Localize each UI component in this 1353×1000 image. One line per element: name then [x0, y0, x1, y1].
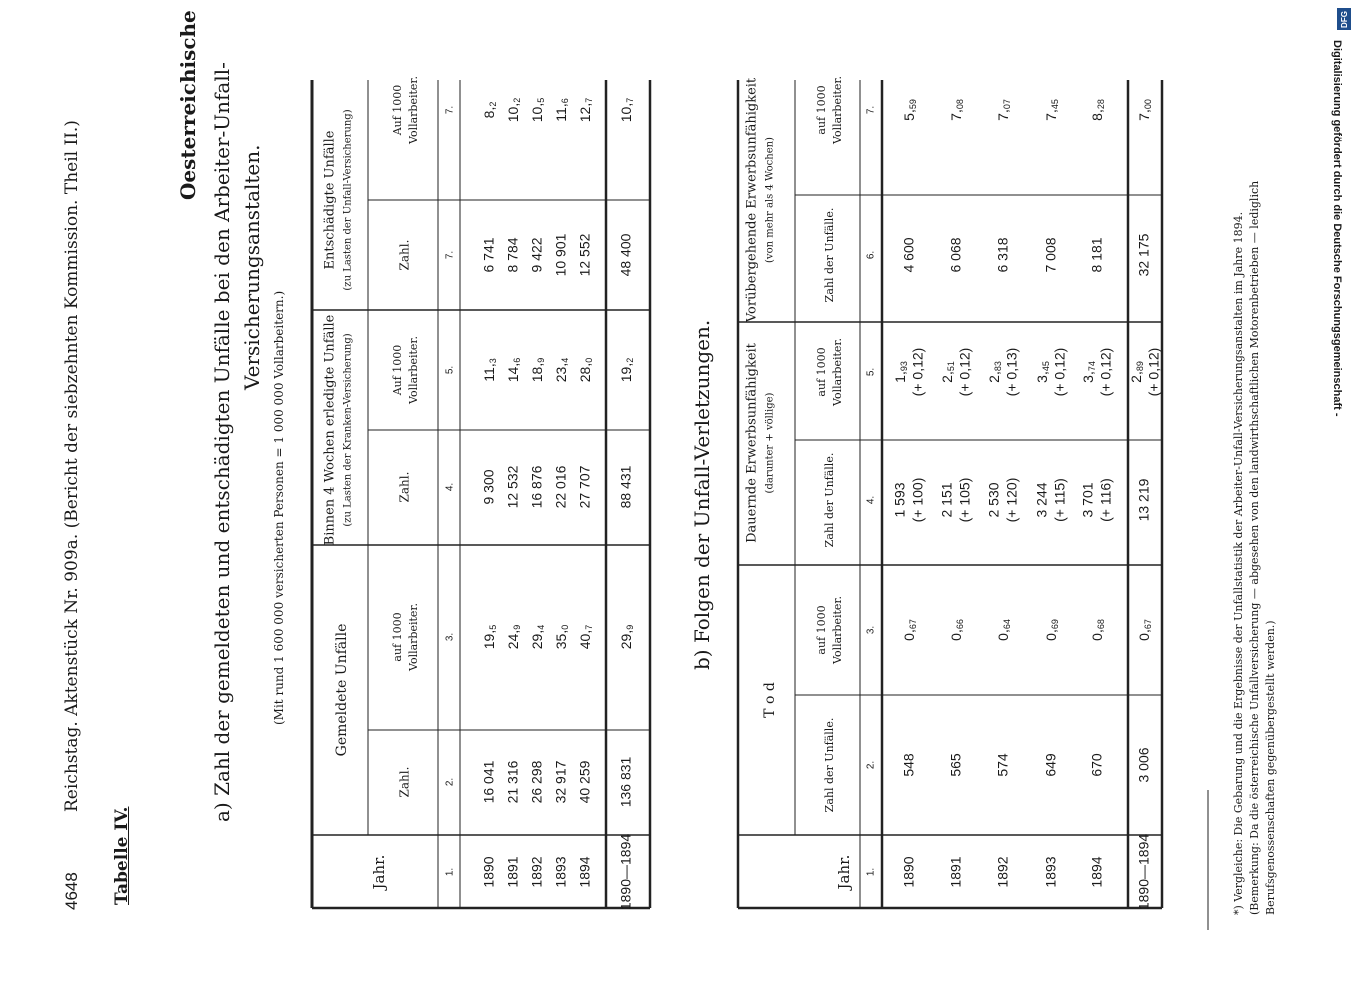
a-binnen-per1000: $11,_3$ [480, 358, 499, 382]
b-col-number: 3. [865, 625, 877, 635]
b-dauernd-voellig: (+ 115) [1051, 478, 1068, 522]
a-entschaedigt-zahl: 6 741 [480, 237, 497, 273]
a-h-vollarbeiter: Vollarbeiter. [407, 603, 420, 671]
b-col-number: 5. [865, 367, 877, 377]
b-dauernd-per1000: $2,_{51}$ [938, 361, 957, 383]
b-col-number: 2. [865, 760, 877, 770]
a-h-vollarbeiter: Vollarbeiter. [407, 336, 420, 404]
footnote-line3: Berufsgenossenschaften gegenübergestellt werden.) [1264, 620, 1277, 915]
a-group-entschaedigt-1: Entschädigte Unfälle [322, 130, 338, 270]
footnote-line1: *) Vergleiche: Die Gebarung und die Ergebnisse der Unfallstatistik der Arbeiter-Unfall-Versicherungsanstalten im Jahre 1894. [1232, 211, 1245, 915]
a-gemeldet-zahl: 16 041 [480, 760, 497, 804]
b-h-auf1000: auf 1000 [815, 85, 828, 135]
a-gemeldet-per1000: $40,_7$ [576, 624, 595, 650]
b-total-c5b: (+ 0,12) [1145, 347, 1162, 397]
b-h-zahl: Zahl der Unfälle. [823, 452, 836, 548]
a-total-c7: $10,_7$ [617, 97, 636, 123]
publication-header: Reichstag. Aktenstück Nr. 909a. (Bericht der siebzehnten Kommission. Theil II.) [62, 120, 82, 812]
b-year: 1894 [1088, 856, 1105, 888]
a-entschaedigt-zahl: 10 901 [552, 233, 569, 277]
footnote-line2: (Bemerkung: Da die österreichische Unfallversicherung — abgesehen von den landwirthschaftlichen Motorenbetrieben — lediglich [1248, 180, 1261, 915]
b-total-c5a: $2,_{89}$ [1127, 361, 1146, 383]
b-h-auf1000: auf 1000 [815, 605, 828, 655]
b-col-number: 4. [865, 495, 877, 505]
a-entschaedigt-per1000: $8,_2$ [480, 101, 499, 119]
table-label: Tabelle IV. [112, 806, 132, 905]
a-group-binnen-1: Binnen 4 Wochen erledigte Unfälle [322, 314, 338, 546]
b-voruebergehend-zahl: 6 068 [947, 237, 964, 273]
dfg-logo: DFG [1337, 8, 1351, 30]
b-group-tod: T o d [762, 682, 778, 718]
b-group-dauernd-1: Dauernde Erwerbsunfähigkeit [744, 343, 760, 543]
b-dauernd-zahl: 2 151 [938, 482, 955, 518]
b-total-c3: $0,_{67}$ [1135, 619, 1154, 641]
b-dauernd-voellig-per1000: (+ 0,12) [909, 347, 926, 397]
a-col-number: 7. [444, 105, 456, 115]
b-dauernd-voellig-per1000: (+ 0,12) [956, 347, 973, 397]
b-tod-zahl: 574 [994, 753, 1011, 777]
b-dauernd-voellig: (+ 100) [909, 477, 926, 523]
a-group-entschaedigt-2: (zu Lasten der Unfall-Versicherung) [342, 109, 354, 291]
b-h-zahl: Zahl der Unfälle. [823, 207, 836, 303]
b-total-year: 1890—1894 [1135, 833, 1152, 911]
b-tod-zahl: 548 [900, 753, 917, 777]
b-dauernd-voellig-per1000: (+ 0,12) [1051, 347, 1068, 397]
a-binnen-zahl: 16 876 [528, 465, 545, 509]
a-entschaedigt-per1000: $10,_5$ [528, 97, 547, 123]
part-b-title: b) Folgen der Unfall-Verletzungen. [690, 319, 714, 670]
b-dauernd-per1000: $2,_{83}$ [985, 361, 1004, 383]
a-col-number: 1. [444, 867, 456, 877]
b-tod-zahl: 565 [947, 753, 964, 777]
a-col-number: 5. [444, 365, 456, 375]
b-voruebergehend-zahl: 7 008 [1042, 237, 1059, 273]
b-col-number: 1. [865, 867, 877, 877]
b-col-number: 7. [865, 105, 877, 115]
b-tod-per1000: $0,_{64}$ [994, 619, 1013, 641]
digitization-note: Digitalisierung gefördert durch die Deutsche Forschungsgemeinschaft - [1331, 40, 1343, 417]
section-label: Oesterreichische [176, 10, 200, 200]
b-voruebergehend-per1000: $8,_{28}$ [1088, 99, 1107, 121]
a-h-zahl: Zahl. [397, 766, 412, 798]
b-voruebergehend-zahl: 6 318 [994, 237, 1011, 273]
a-binnen-per1000: $14,_6$ [504, 357, 523, 383]
b-group-dauernd-2: (darunter + völlige) [764, 392, 776, 494]
b-year: 1892 [994, 856, 1011, 888]
b-dauernd-voellig: (+ 116) [1097, 478, 1114, 522]
b-voruebergehend-per1000: $7,_{07}$ [994, 99, 1013, 121]
b-dauernd-per1000: $1,_{93}$ [891, 361, 910, 383]
b-year: 1891 [947, 856, 964, 888]
a-year: 1892 [528, 856, 545, 888]
b-h-vollarbeiter: Vollarbeiter. [831, 596, 844, 664]
b-year: 1890 [900, 856, 917, 888]
b-dauernd-per1000: $3,_{45}$ [1033, 361, 1052, 383]
b-voruebergehend-per1000: $5,_{59}$ [900, 99, 919, 121]
part-a-subtitle: (Mit rund 1 600 000 versicherten Personen = 1 000 000 Vollarbeitern.) [272, 290, 286, 725]
a-h-auf1000: Auf 1000 [391, 344, 404, 396]
a-group-gemeldet: Gemeldete Unfälle [334, 623, 350, 757]
part-a-title-line2: Versicherungsanstalten. [240, 144, 264, 390]
b-tod-per1000: $0,_{66}$ [947, 619, 966, 641]
b-dauernd-voellig: (+ 105) [956, 477, 973, 523]
b-total-c4: 13 219 [1135, 478, 1152, 522]
a-entschaedigt-zahl: 12 552 [576, 233, 593, 277]
b-voruebergehend-zahl: 4 600 [900, 237, 917, 273]
a-gemeldet-per1000: $24,_9$ [504, 624, 523, 650]
a-entschaedigt-zahl: 8 784 [504, 237, 521, 273]
a-gemeldet-zahl: 26 298 [528, 760, 545, 804]
b-col-number: 6. [865, 250, 877, 260]
a-entschaedigt-zahl: 9 422 [528, 237, 545, 273]
a-binnen-zahl: 22 016 [552, 465, 569, 509]
a-binnen-per1000: $23,_4$ [552, 357, 571, 383]
b-dauernd-zahl: 3 701 [1079, 482, 1096, 518]
b-group-voruebergehend-1: Vorübergehende Erwerbsunfähigkeit [744, 77, 760, 323]
a-binnen-per1000: $28,_0$ [576, 357, 595, 383]
a-group-binnen-2: (zu Lasten der Kranken-Versicherung) [342, 333, 354, 527]
a-h-vollarbeiter: Vollarbeiter. [407, 76, 420, 144]
b-h-vollarbeiter: Vollarbeiter. [831, 338, 844, 406]
a-binnen-zahl: 12 532 [504, 465, 521, 509]
a-total-c5: $19,_2$ [617, 357, 636, 383]
b-tod-per1000: $0,_{67}$ [900, 619, 919, 641]
a-col-number: 3. [444, 632, 456, 642]
a-h-zahl: Zahl. [397, 471, 412, 503]
b-total-c2: 3 006 [1135, 747, 1152, 783]
a-year: 1893 [552, 856, 569, 888]
page-number: 4648 [62, 872, 81, 910]
b-voruebergehend-per1000: $7,_{08}$ [947, 99, 966, 121]
a-total-c4: 88 431 [617, 465, 634, 509]
a-gemeldet-zahl: 32 917 [552, 760, 569, 804]
b-h-zahl: Zahl der Unfälle. [823, 717, 836, 813]
b-tod-zahl: 649 [1042, 753, 1059, 777]
a-gemeldet-zahl: 21 316 [504, 760, 521, 804]
a-gemeldet-per1000: $35,_0$ [552, 624, 571, 650]
a-binnen-per1000: $18,_9$ [528, 357, 547, 383]
a-binnen-zahl: 9 300 [480, 469, 497, 505]
a-binnen-zahl: 27 707 [576, 465, 593, 509]
a-entschaedigt-per1000: $12,_7$ [576, 97, 595, 123]
a-h-zahl: Zahl. [397, 239, 412, 271]
a-col-year: Jahr. [370, 854, 388, 890]
b-dauernd-voellig: (+ 120) [1003, 477, 1020, 523]
a-entschaedigt-per1000: $10,_2$ [504, 97, 523, 123]
b-total-c7: $7,_{00}$ [1135, 99, 1154, 121]
part-a-title-line1: a) Zahl der gemeldeten und entschädigten Unfälle bei den Arbeiter-Unfall- [210, 62, 234, 822]
b-h-vollarbeiter: Vollarbeiter. [831, 76, 844, 144]
b-voruebergehend-zahl: 8 181 [1088, 237, 1105, 273]
a-col-number: 4. [444, 482, 456, 492]
a-year: 1891 [504, 856, 521, 888]
b-group-voruebergehend-2: (von mehr als 4 Wochen) [764, 137, 776, 263]
a-total-c2: 136 831 [617, 756, 634, 808]
b-h-auf1000: auf 1000 [815, 347, 828, 397]
b-dauernd-voellig-per1000: (+ 0,12) [1097, 347, 1114, 397]
b-dauernd-voellig-per1000: (+ 0,13) [1003, 347, 1020, 397]
b-dauernd-per1000: $3,_{74}$ [1079, 361, 1098, 383]
b-col-year: Jahr. [835, 854, 853, 890]
b-tod-per1000: $0,_{69}$ [1042, 619, 1061, 641]
b-tod-zahl: 670 [1088, 753, 1105, 777]
b-year: 1893 [1042, 856, 1059, 888]
b-total-c6: 32 175 [1135, 233, 1152, 277]
a-h-auf1000: auf 1000 [391, 612, 404, 662]
a-total-c6: 48 400 [617, 233, 634, 277]
a-col-number: 2. [444, 777, 456, 787]
b-tod-per1000: $0,_{68}$ [1088, 619, 1107, 641]
b-dauernd-zahl: 3 244 [1033, 482, 1050, 518]
a-total-c3: $29,_9$ [617, 624, 636, 650]
a-gemeldet-per1000: $29,_4$ [528, 624, 547, 650]
a-h-auf1000: Auf 1000 [391, 84, 404, 136]
a-year: 1890 [480, 856, 497, 888]
a-col-number: 7. [444, 250, 456, 260]
a-total-year: 1890—1894 [617, 833, 634, 911]
b-dauernd-zahl: 2 530 [985, 482, 1002, 518]
b-voruebergehend-per1000: $7,_{45}$ [1042, 99, 1061, 121]
a-entschaedigt-per1000: $11,_6$ [552, 98, 571, 122]
a-gemeldet-per1000: $19,_5$ [480, 624, 499, 650]
a-year: 1894 [576, 856, 593, 888]
a-gemeldet-zahl: 40 259 [576, 760, 593, 804]
b-dauernd-zahl: 1 593 [891, 482, 908, 518]
